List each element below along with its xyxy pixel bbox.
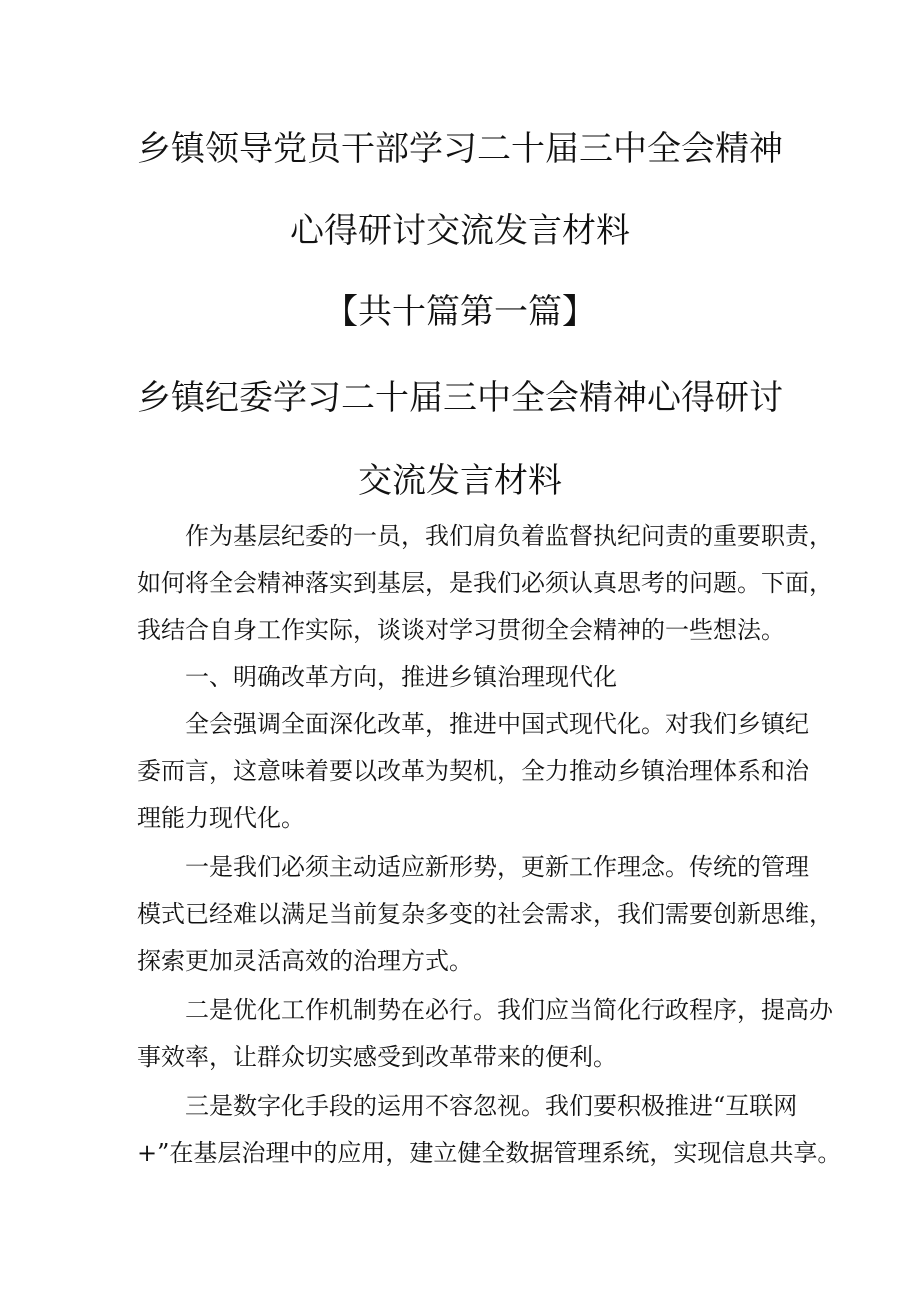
paragraph-line: 事效率，让群众切实感受到改革带来的便利。 [137, 1043, 617, 1071]
paragraph-line: 一是我们必须主动适应新形势，更新工作理念。传统的管理 [185, 853, 809, 881]
paragraph-line: 探索更加灵活高效的治理方式。 [137, 947, 473, 975]
paragraph-line: 我结合自身工作实际，谈谈对学习贯彻全会精神的一些想法。 [137, 616, 785, 644]
paragraph-line: 模式已经难以满足当前复杂多变的社会需求，我们需要创新思维， [137, 900, 833, 928]
paragraph-line: 作为基层纪委的一员，我们肩负着监督执纪问责的重要职责， [185, 522, 833, 550]
article-title-line-2: 交流发言材料 [358, 461, 562, 501]
document-title-line-2: 心得研讨交流发言材料 [290, 211, 630, 251]
paragraph-line: 委而言，这意味着要以改革为契机，全力推动乡镇治理体系和治 [137, 757, 809, 785]
paragraph-line: 全会强调全面深化改革，推进中国式现代化。对我们乡镇纪 [185, 710, 809, 738]
paragraph-line: 如何将全会精神落实到基层，是我们必须认真思考的问题。下面， [137, 569, 833, 597]
paragraph-line: +”在基层治理中的应用，建立健全数据管理系统，实现信息共享。 [137, 1139, 842, 1167]
paragraph-line: 三是数字化手段的运用不容忽视。我们要积极推进“互联网 [185, 1092, 798, 1120]
paragraph-line: 二是优化工作机制势在必行。我们应当简化行政程序，提高办 [185, 996, 833, 1024]
paragraph-line: 理能力现代化。 [137, 804, 305, 832]
document-series-label: 【共十篇第一篇】 [324, 292, 596, 332]
section-heading: 一、明确改革方向，推进乡镇治理现代化 [185, 663, 617, 691]
article-title-line-1: 乡镇纪委学习二十届三中全会精神心得研讨 [137, 378, 783, 418]
document-title-line-1: 乡镇领导党员干部学习二十届三中全会精神 [137, 129, 783, 169]
